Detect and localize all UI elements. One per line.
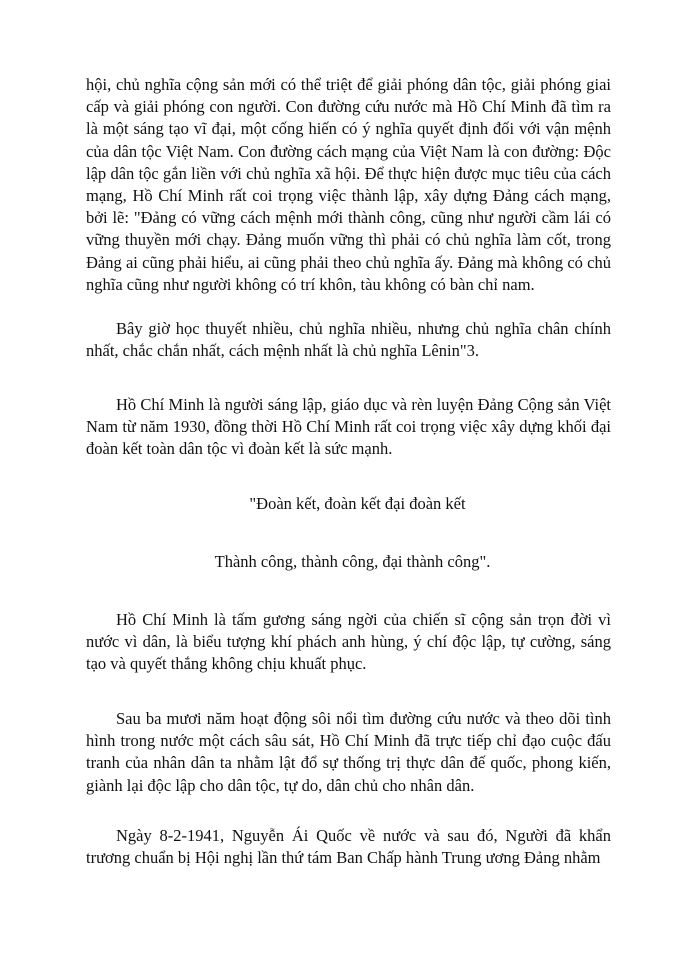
quote-line-1: "Đoàn kết, đoàn kết đại đoàn kết [249, 494, 466, 513]
paragraph-great-unity: Hồ Chí Minh là người sáng lập, giáo dục và rèn luyện Đảng Cộng sản Việt Nam từ năm 1930, đồng thời Hồ Chí Minh rất coi trọng việc xây dựng khối đại đoàn kết toàn dân tộc vì đoàn kết là sức mạnh. [86, 395, 611, 459]
paragraph-role-model: Hồ Chí Minh là tấm gương sáng ngời của chiến sĩ cộng sản trọn đời vì nước vì dân, là biểu tượng khí phách anh hùng, ý chí độc lập, tự cường, sáng tạo và quyết thắng không chịu khuất phục. [86, 610, 611, 674]
paragraph-leninism: Bây giờ học thuyết nhiều, chủ nghĩa nhiều, nhưng chủ nghĩa chân chính nhất, chắc chắn nhất, cách mệnh nhất là chủ nghĩa Lênin"3. [86, 319, 611, 361]
paragraph-party-role: hội, chủ nghĩa cộng sản mới có thể triệt để giải phóng dân tộc, giải phóng giai cấp và giải phóng con người. Con đường cứu nước mà Hồ Chí Minh đã tìm ra là một sáng tạo vĩ đại, một cống hiến có ý nghĩa quyết định đối với vận mệnh của dân tộc Việt Nam. Con đường cách mạng của Việt Nam là con đường: Độc lập dân tộc gắn liền với chủ nghĩa xã hội. Để thực hiện được mục tiêu của cách mạng, Hồ Chí Minh rất coi trọng việc thành lập, xây dựng Đảng cách mạng, bởi lẽ: "Đảng có vững cách mệnh mới thành công, cũng như người cầm lái có vững thuyền mới chạy. Đảng muốn vững thì phải có chủ nghĩa làm cốt, trong Đảng ai cũng phải hiểu, ai cũng phải theo chủ nghĩa ấy. Đảng mà không có chủ nghĩa cũng như người không có trí khôn, tàu không có bàn chỉ nam. [86, 75, 611, 294]
paragraph-return-1941: Ngày 8-2-1941, Nguyễn Ái Quốc về nước và sau đó, Người đã khẩn trương chuẩn bị Hội nghị lần thứ tám Ban Chấp hành Trung ương Đảng nhằm [86, 826, 611, 868]
quote-line-2: Thành công, thành công, đại thành công". [214, 552, 491, 571]
paragraph-thirty-years: Sau ba mươi năm hoạt động sôi nổi tìm đường cứu nước và theo dõi tình hình trong nước một cách sâu sát, Hồ Chí Minh đã trực tiếp chỉ đạo cuộc đấu tranh của nhân dân ta nhằm lật đổ sự thống trị thực dân đế quốc, phong kiến, giành lại độc lập cho dân tộc, tự do, dân chủ cho nhân dân. [86, 709, 611, 795]
